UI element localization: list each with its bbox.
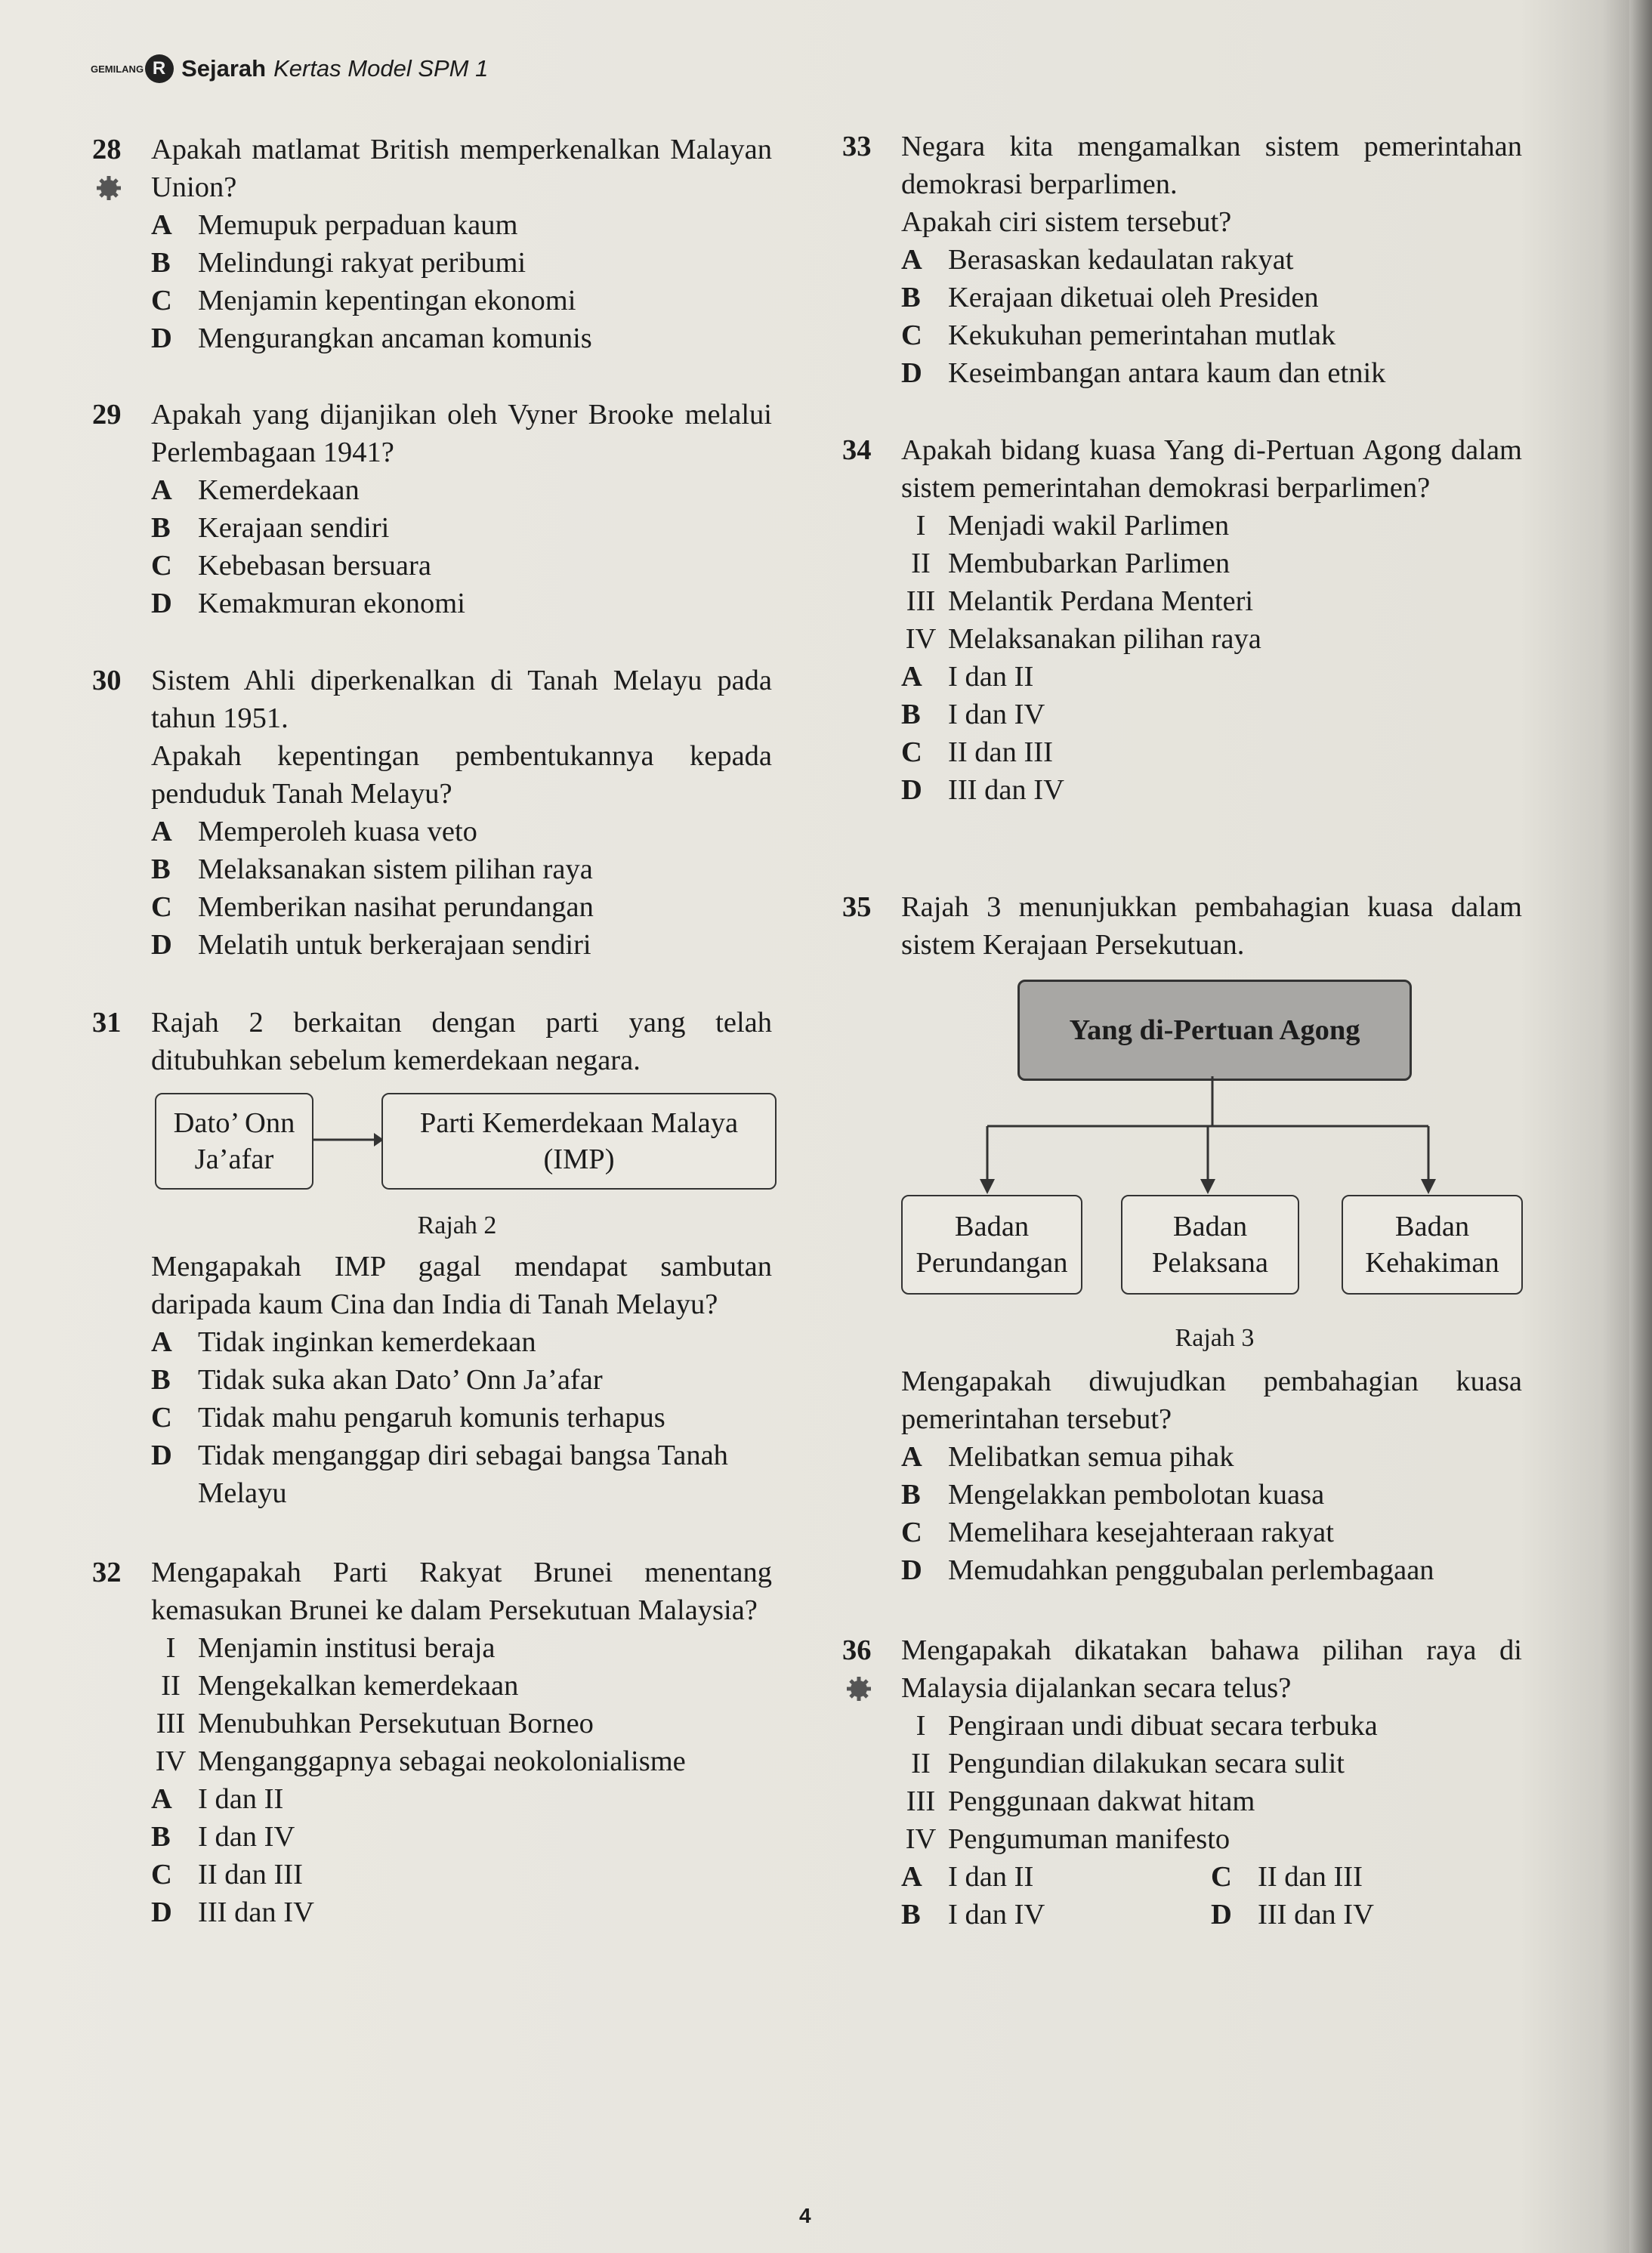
statement-iv: IV Menganggapnya sebagai neokolonialisme bbox=[155, 1745, 686, 1777]
question-stem-intro: Negara kita mengamalkan sistem pemerintahan demokrasi berparlimen. bbox=[901, 131, 1522, 200]
question-number: 35 bbox=[842, 891, 872, 923]
question-stem: Apakah ciri sistem tersebut? bbox=[901, 206, 1232, 238]
question-number: 34 bbox=[842, 434, 872, 466]
question-34 bbox=[842, 431, 1522, 809]
diagram-box-badan-pelaksana: Badan Pelaksana bbox=[1121, 1195, 1299, 1295]
question-number: 31 bbox=[92, 1007, 122, 1039]
option-c[interactable]: C Kebebasan bersuara bbox=[151, 550, 431, 582]
question-number: 30 bbox=[92, 665, 122, 696]
option-c[interactable]: C II dan III bbox=[901, 736, 1053, 768]
option-a[interactable]: A Kemerdekaan bbox=[151, 474, 360, 506]
option-b[interactable]: B Kerajaan sendiri bbox=[151, 512, 390, 544]
option-b[interactable]: B I dan IV bbox=[901, 699, 1045, 730]
question-31-body bbox=[92, 1248, 772, 1512]
statement-ii: II Membubarkan Parlimen bbox=[911, 548, 1231, 579]
option-d[interactable]: D Memudahkan penggubalan perlembagaan bbox=[901, 1554, 1434, 1586]
question-28 bbox=[92, 131, 772, 357]
options-row-1 bbox=[901, 1858, 1522, 1896]
option-a[interactable]: A Berasaskan kedaulatan rakyat bbox=[901, 244, 1294, 276]
option-d[interactable]: D III dan IV bbox=[151, 1897, 314, 1928]
question-number: 32 bbox=[92, 1557, 122, 1588]
statement-i: I Menjadi wakil Parlimen bbox=[916, 510, 1230, 542]
option-c[interactable]: C Memberikan nasihat perundangan bbox=[151, 891, 594, 923]
statement-iii: III Menubuhkan Persekutuan Borneo bbox=[156, 1708, 594, 1739]
option-c[interactable]: C Memelihara kesejahteraan rakyat bbox=[901, 1517, 1334, 1548]
question-36 bbox=[842, 1631, 1522, 1934]
option-d[interactable]: D III dan IV bbox=[901, 774, 1064, 806]
question-32 bbox=[92, 1554, 772, 1931]
diagram-box-agong: Yang di-Pertuan Agong bbox=[1017, 980, 1412, 1081]
binding-edge bbox=[1629, 0, 1652, 2253]
question-29 bbox=[92, 396, 772, 622]
option-d[interactable]: D Mengurangkan ancaman komunis bbox=[151, 323, 592, 354]
statement-iii: III Melantik Perdana Menteri bbox=[906, 585, 1254, 617]
question-31 bbox=[92, 1004, 772, 1079]
question-33 bbox=[842, 128, 1522, 392]
option-c[interactable]: C Tidak mahu pengaruh komunis terhapus bbox=[151, 1402, 665, 1434]
diagram-box-badan-perundangan: Badan Perundangan bbox=[901, 1195, 1082, 1295]
hots-gear-icon bbox=[844, 1672, 874, 1702]
paper-subtitle: Kertas Model SPM 1 bbox=[273, 55, 489, 82]
statement-ii: II Mengekalkan kemerdekaan bbox=[161, 1670, 519, 1702]
option-b[interactable]: B I dan IV bbox=[901, 1899, 1045, 1930]
option-c[interactable]: C Kekukuhan pemerintahan mutlak bbox=[901, 319, 1336, 351]
option-c[interactable]: C II dan III bbox=[1211, 1861, 1363, 1893]
question-stem: Mengapakah dikatakan bahawa pilihan raya di Malaysia dijalankan secara telus? bbox=[901, 1634, 1522, 1704]
question-30 bbox=[92, 662, 772, 964]
diagram-box-dato-onn: Dato’ Onn Ja’afar bbox=[155, 1093, 313, 1190]
page-number: 4 bbox=[799, 2204, 811, 2227]
option-a[interactable]: A I dan II bbox=[901, 1861, 1034, 1893]
option-c[interactable]: C Menjamin kepentingan ekonomi bbox=[151, 285, 576, 316]
question-number: 28 bbox=[92, 134, 122, 165]
statement-i: I Menjamin institusi beraja bbox=[165, 1632, 496, 1664]
option-b[interactable]: B Melaksanakan sistem pilihan raya bbox=[151, 853, 593, 885]
option-a[interactable]: A Memupuk perpaduan kaum bbox=[151, 209, 518, 241]
option-d[interactable]: D Kemakmuran ekonomi bbox=[151, 588, 465, 619]
option-d[interactable]: D III dan IV bbox=[1211, 1899, 1374, 1930]
diagram-connectors bbox=[891, 1076, 1533, 1197]
subject-title: Sejarah bbox=[181, 55, 267, 82]
statement-ii: II Pengundian dilakukan secara sulit bbox=[911, 1748, 1345, 1779]
question-stem: Apakah matlamat British memperkenalkan Malayan Union? bbox=[151, 134, 772, 203]
question-stem: Apakah kepentingan pembentukannya kepada penduduk Tanah Melayu? bbox=[151, 740, 772, 810]
option-b[interactable]: B Tidak suka akan Dato’ Onn Ja’afar bbox=[151, 1364, 603, 1396]
page-header bbox=[91, 50, 488, 88]
option-a[interactable]: A Melibatkan semua pihak bbox=[901, 1441, 1234, 1473]
logo-letter: R bbox=[145, 54, 174, 83]
statement-iv: IV Melaksanakan pilihan raya bbox=[905, 623, 1261, 655]
statement-iii: III Penggunaan dakwat hitam bbox=[906, 1785, 1255, 1817]
option-a[interactable]: A Tidak inginkan kemerdekaan bbox=[151, 1326, 536, 1358]
option-b[interactable]: B I dan IV bbox=[151, 1821, 295, 1853]
question-stem: Mengapakah diwujudkan pembahagian kuasa pemerintahan tersebut? bbox=[901, 1366, 1522, 1435]
option-c[interactable]: C II dan III bbox=[151, 1859, 303, 1890]
question-stem-intro: Rajah 2 berkaitan dengan parti yang telah ditubuhkan sebelum kemerdekaan negara. bbox=[151, 1007, 772, 1076]
question-number: 29 bbox=[92, 399, 122, 431]
logo-text: GEMILANG bbox=[91, 63, 144, 75]
option-b[interactable]: B Melindungi rakyat peribumi bbox=[151, 247, 526, 279]
option-b[interactable]: B Mengelakkan pembolotan kuasa bbox=[901, 1479, 1325, 1511]
option-d[interactable]: D Melatih untuk berkerajaan sendiri bbox=[151, 929, 591, 961]
diagram-arrow bbox=[312, 1128, 384, 1151]
diagram-box-badan-kehakiman: Badan Kehakiman bbox=[1342, 1195, 1523, 1295]
option-b[interactable]: B Kerajaan diketuai oleh Presiden bbox=[901, 282, 1319, 313]
question-stem: Mengapakah IMP gagal mendapat sambutan daripada kaum Cina dan India di Tanah Melayu? bbox=[151, 1251, 772, 1320]
question-number: 33 bbox=[842, 131, 872, 162]
question-stem: Mengapakah Parti Rakyat Brunei menentang kemasukan Brunei ke dalam Persekutuan Malaysia? bbox=[151, 1557, 772, 1626]
option-d[interactable]: D Keseimbangan antara kaum dan etnik bbox=[901, 357, 1386, 389]
options-row-2 bbox=[901, 1896, 1522, 1934]
question-number: 36 bbox=[842, 1634, 872, 1666]
question-stem-intro: Rajah 3 menunjukkan pembahagian kuasa dalam sistem Kerajaan Persekutuan. bbox=[901, 891, 1522, 961]
diagram-caption-rajah-2: Rajah 2 bbox=[417, 1211, 497, 1239]
statement-iv: IV Pengumuman manifesto bbox=[905, 1823, 1231, 1855]
publisher-logo bbox=[91, 54, 174, 83]
option-a[interactable]: A I dan II bbox=[151, 1783, 284, 1815]
option-a[interactable]: A Memperoleh kuasa veto bbox=[151, 816, 477, 847]
diagram-caption-rajah-3: Rajah 3 bbox=[1175, 1324, 1255, 1352]
diagram-box-imp: Parti Kemerdekaan Malaya (IMP) bbox=[381, 1093, 777, 1190]
question-stem: Apakah yang dijanjikan oleh Vyner Brooke melalui Perlembagaan 1941? bbox=[151, 399, 772, 468]
question-35 bbox=[842, 888, 1522, 964]
question-35-body bbox=[842, 1363, 1522, 1589]
hots-gear-icon bbox=[94, 171, 124, 202]
question-stem: Apakah bidang kuasa Yang di-Pertuan Agong dalam sistem pemerintahan demokrasi berparlimen? bbox=[901, 434, 1522, 504]
statement-i: I Pengiraan undi dibuat secara terbuka bbox=[916, 1710, 1378, 1742]
question-stem-intro: Sistem Ahli diperkenalkan di Tanah Melayu pada tahun 1951. bbox=[151, 665, 772, 734]
option-d[interactable]: D Tidak menganggap diri sebagai bangsa Tanah Melayu bbox=[151, 1440, 728, 1509]
option-a[interactable]: A I dan II bbox=[901, 661, 1034, 693]
